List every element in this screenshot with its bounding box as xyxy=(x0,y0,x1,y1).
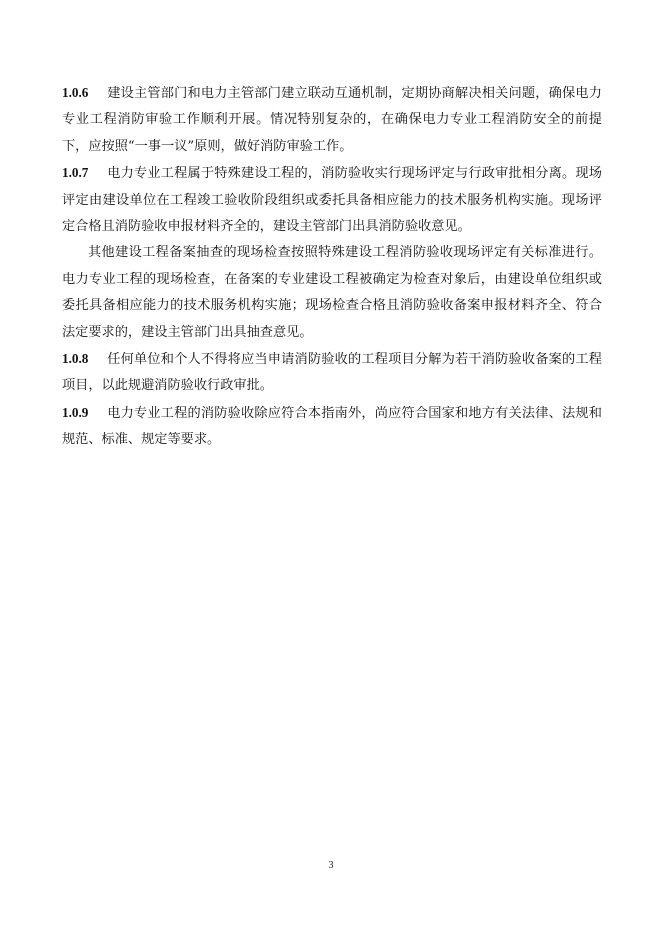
clause-1-0-7-continuation: 其他建设工程备案抽查的现场检查按照特殊建设工程消防验收现场评定有关标准进行。电力专业工程的现场检查，在备案的专业建设工程被确定为检查对象后，由建设单位组织或委托具备相应能力的技术服务机构实施；现场检查合格且消防验收备案申报材料齐全、符合法定要求的，建设主管部门出具抽查意见。 xyxy=(62,245,602,340)
clause-text: 电力专业工程属于特殊建设工程的，消防验收实行现场评定与行政审批相分离。现场评定由建设单位在工程竣工验收阶段组织或委托具备相应能力的技术服务机构实施。现场评定合格且消防验收申报材料齐全的，建设主管部门出具消防验收意见。 xyxy=(62,166,602,235)
page-number: 3 xyxy=(328,860,334,871)
clause-1-0-7 xyxy=(62,160,602,240)
clause-number: 1.0.9 xyxy=(62,404,89,420)
document-body xyxy=(62,80,602,454)
clause-text: 建设主管部门和电力主管部门建立联动互通机制，定期协商解决相关问题，确保电力专业工程消防审验工作顺利开展。情况特别复杂的，在确保电力专业工程消防安全的前提下，应按照“一事一议”原则，做好消防审验工作。 xyxy=(62,86,602,154)
clause-number: 1.0.8 xyxy=(62,351,89,367)
clause-number: 1.0.6 xyxy=(62,85,89,100)
clause-1-0-8 xyxy=(62,346,602,400)
clause-1-0-6 xyxy=(62,80,602,160)
clause-number: 1.0.7 xyxy=(62,165,89,181)
clause-text: 电力专业工程的消防验收除应符合本指南外，尚应符合国家和地方有关法律、法规和规范、标准、规定等要求。 xyxy=(62,405,602,448)
clause-1-0-9 xyxy=(62,400,602,454)
clause-text: 任何单位和个人不得将应当申请消防验收的工程项目分解为若干消防验收备案的工程项目，以此规避消防验收行政审批。 xyxy=(62,352,602,394)
